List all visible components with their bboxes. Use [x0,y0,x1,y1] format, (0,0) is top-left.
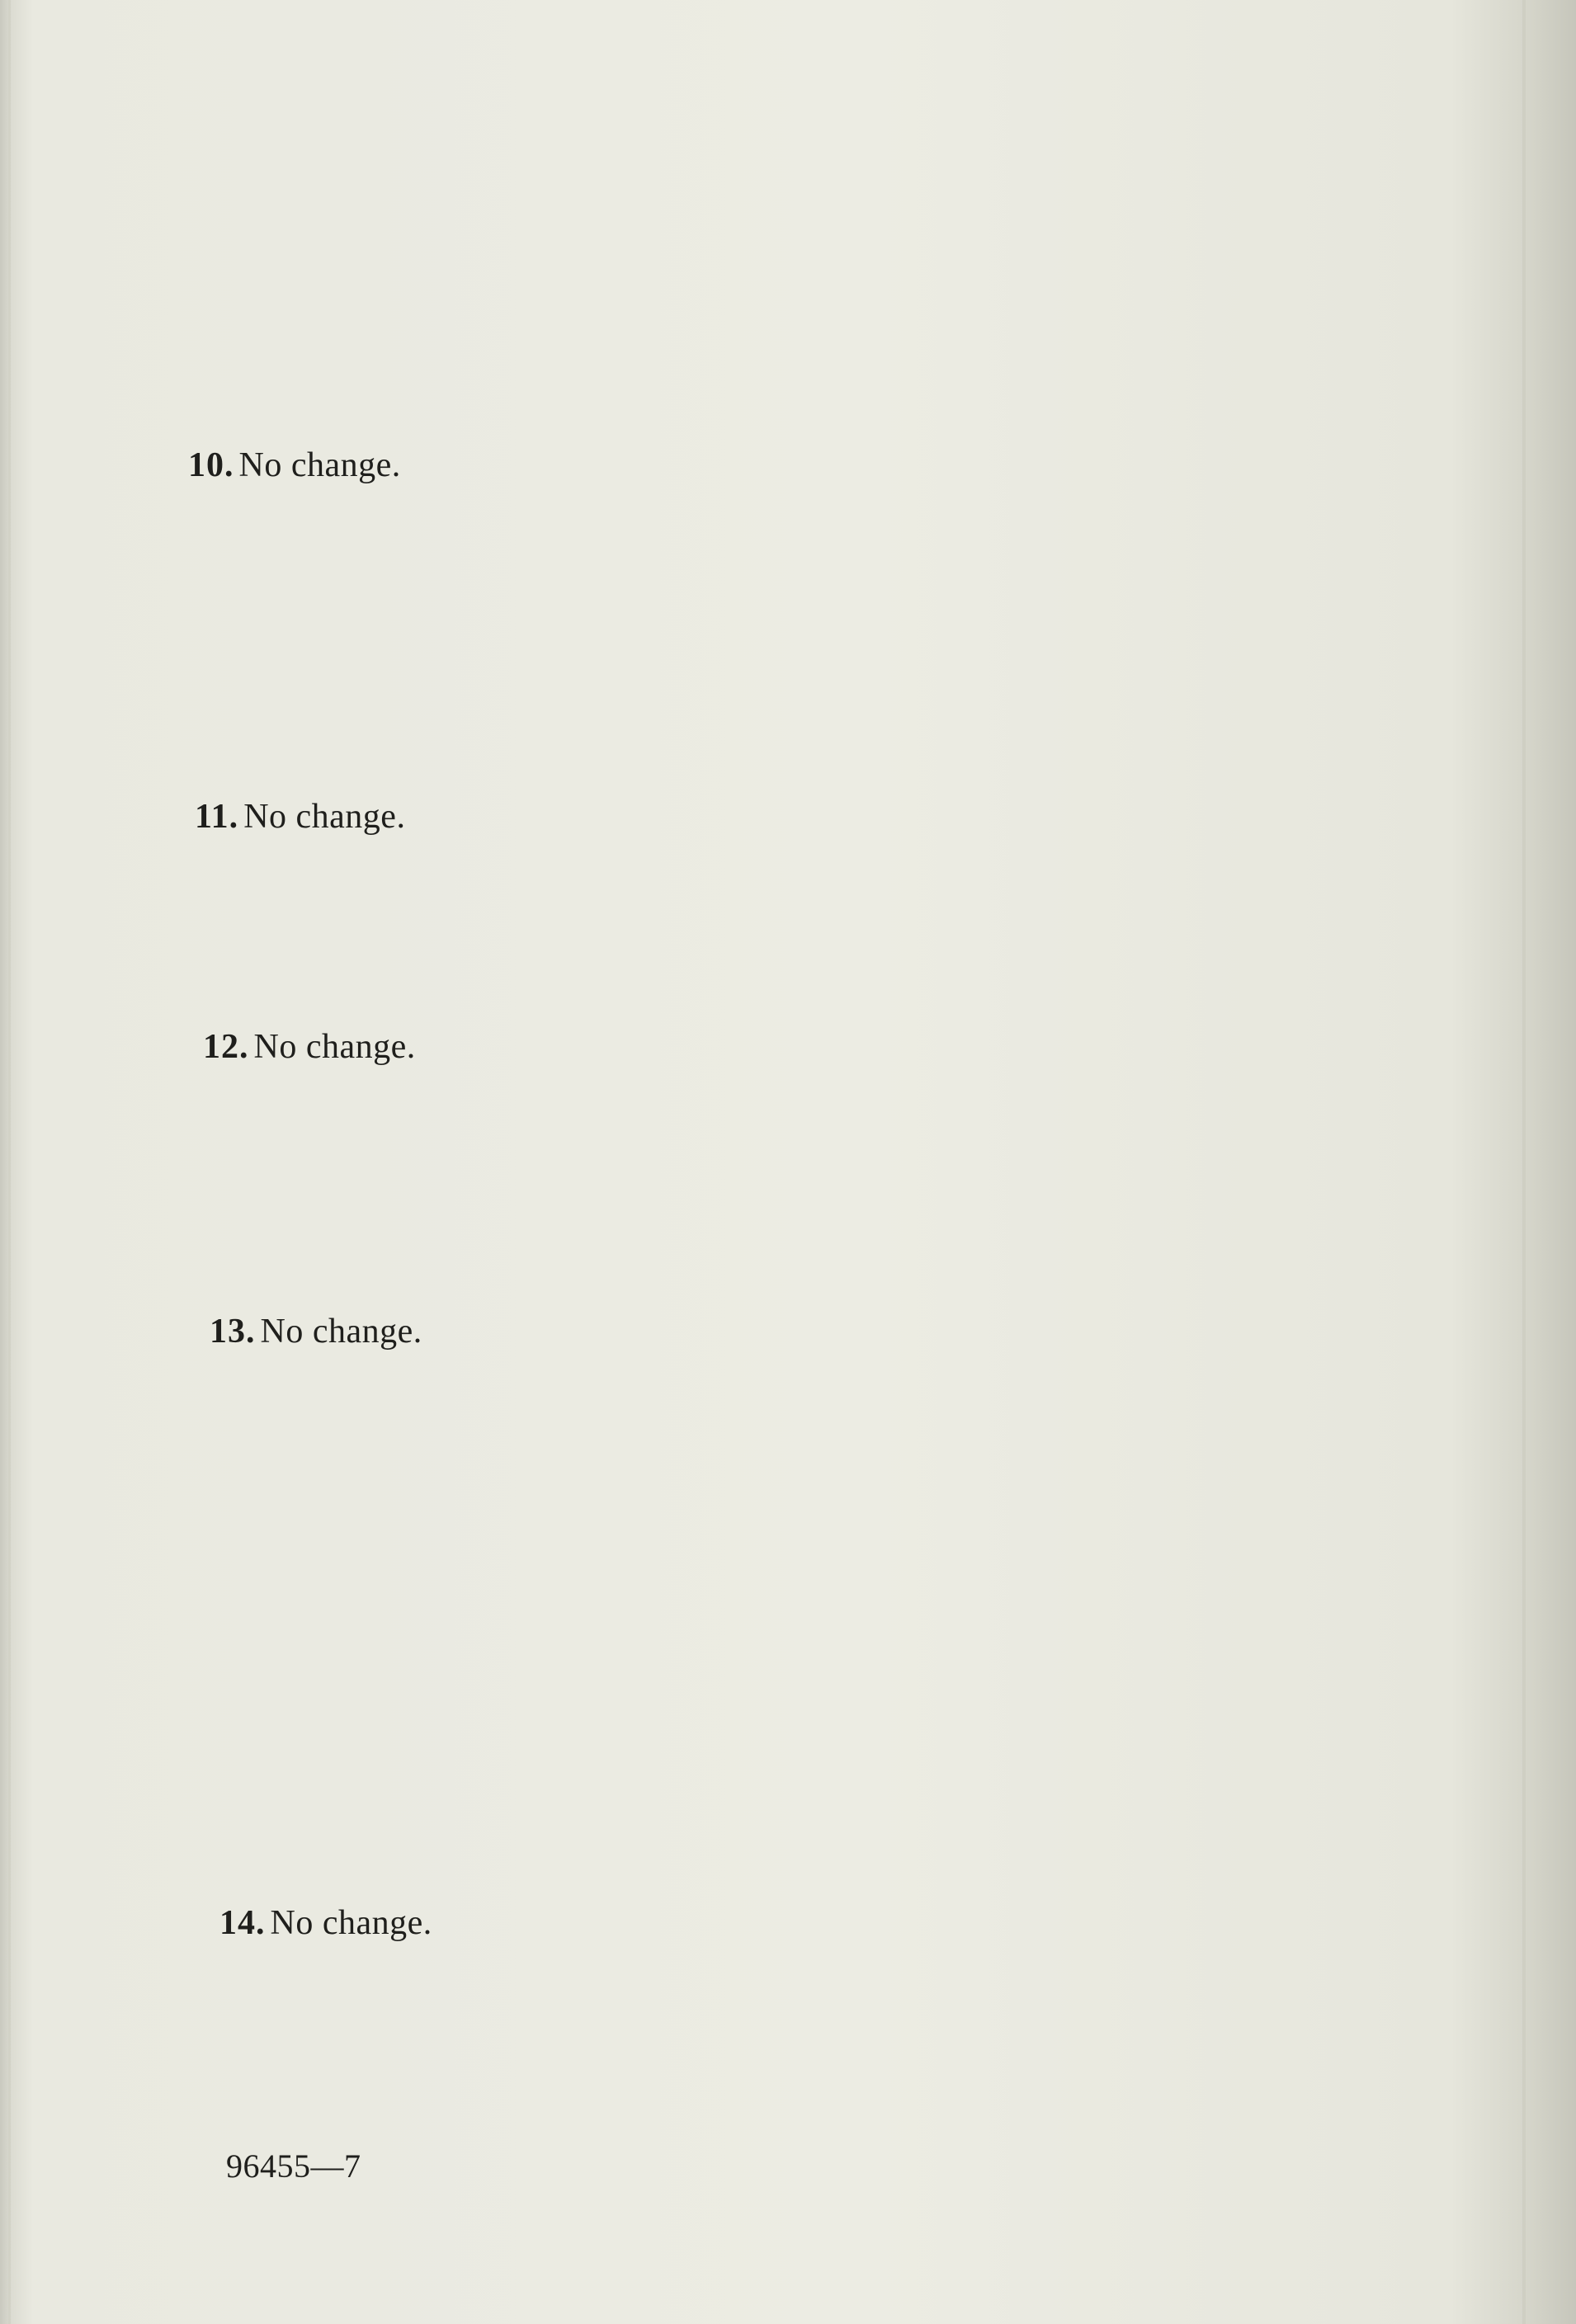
section-text: No change. [253,1028,416,1066]
section-number: 11. [195,798,239,836]
section-13 [210,1312,422,1351]
page-spine-edge [1522,0,1526,2324]
section-text: No change. [270,1904,432,1942]
section-10 [188,445,401,485]
section-text: No change. [238,446,401,484]
section-12 [203,1027,416,1067]
section-text: No change. [243,798,406,836]
section-number: 10. [188,446,234,484]
footer-code: 96455—7 [226,2147,361,2185]
section-text: No change. [260,1313,422,1351]
section-number: 12. [203,1028,249,1066]
section-number: 13. [210,1313,256,1351]
section-11 [195,797,405,837]
page-left-edge [8,0,11,2324]
section-14 [219,1903,432,1943]
section-number: 14. [219,1904,266,1942]
